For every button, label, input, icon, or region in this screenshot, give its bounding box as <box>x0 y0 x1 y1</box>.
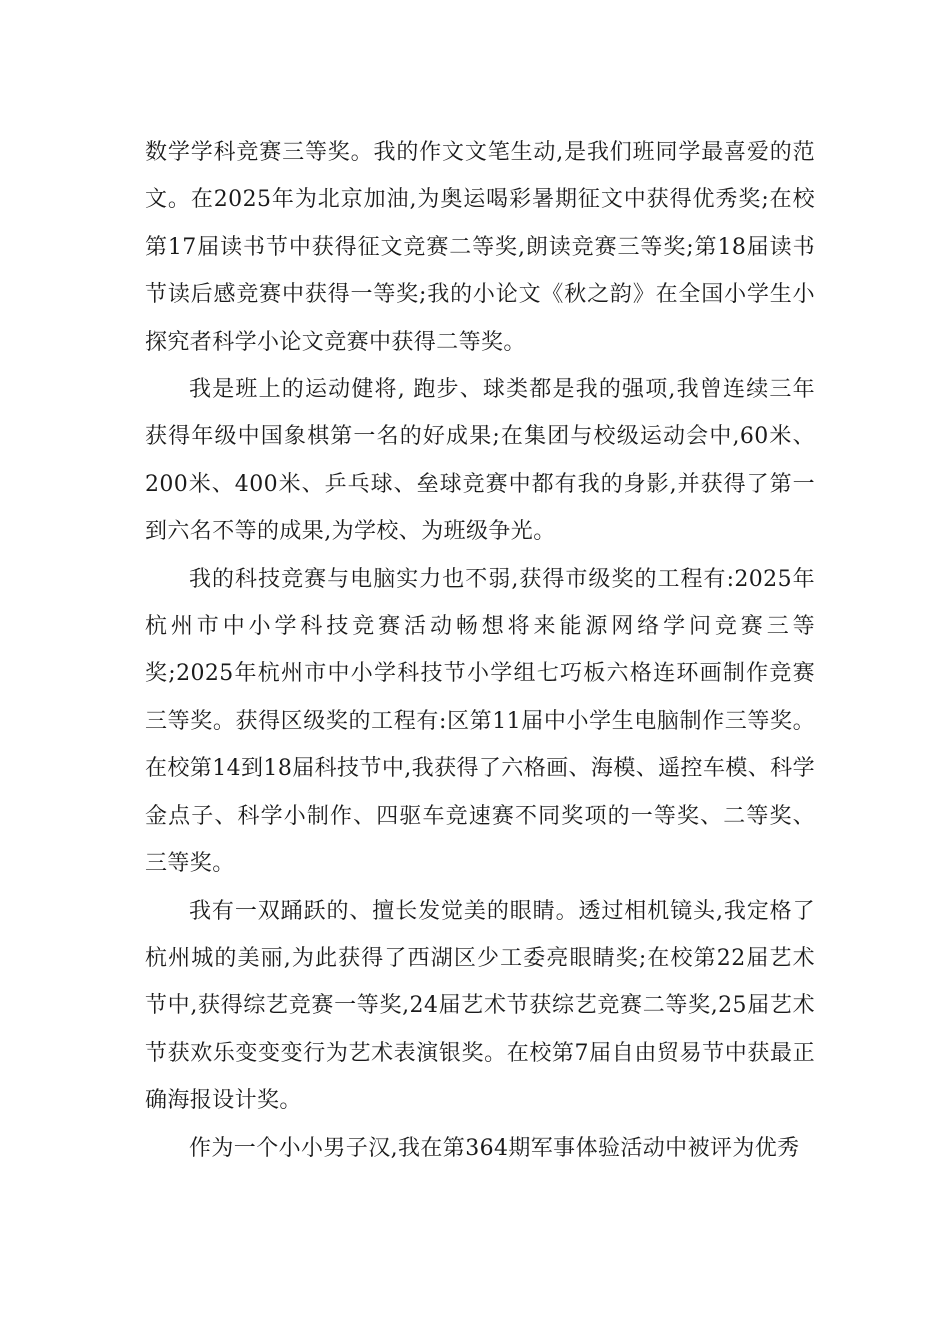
document-body <box>145 129 815 1172</box>
paragraph-military: 作为一个小小男子汉,我在第364期军事体验活动中被评为优秀 <box>189 1135 800 1161</box>
paragraph-continuation: 数学学科竞赛三等奖。我的作文文笔生动,是我们班同学最喜爱的范文。在2025年为北京加油,为奥运喝彩暑期征文中获得优秀奖;在校第17届读书节中获得征文竞赛二等奖,朗读竞赛三等奖;第18届读书节读后感竞赛中获得一等奖;我的小论文《秋之韵》在全国小学生小探究者科学小论文竞赛中获得二等奖。 <box>145 140 815 355</box>
paragraph-technology: 我的科技竞赛与电脑实力也不弱,获得市级奖的工程有:2025年杭州市中小学科技竞赛活动畅想将来能源网络学问竞赛三等奖;2025年杭州市中小学科技节小学组七巧板六格连环画制作竞赛三等奖。获得区级奖的工程有:区第11届中小学生电脑制作三等奖。在校第14到18届科技节中,我获得了六格画、海模、遥控车模、科学金点子、科学小制作、四驱车竞速赛不同奖项的一等奖、二等奖、三等奖。 <box>145 566 815 877</box>
paragraph-sports: 我是班上的运动健将, 跑步、球类都是我的强项,我曾连续三年获得年级中国象棋第一名的好成果;在集团与校级运动会中,60米、200米、400米、乒乓球、垒球竞赛中都有我的身影,并获得了第一到六名不等的成果,为学校、为班级争光。 <box>145 377 815 545</box>
paragraph-art: 我有一双踊跃的、擅长发觉美的眼睛。透过相机镜头,我定格了杭州城的美丽,为此获得了西湖区少工委亮眼睛奖;在校第22届艺术节中,获得综艺竞赛一等奖,24届艺术节获综艺竞赛二等奖,25届艺术节获欢乐变变变行为艺术表演银奖。在校第7届自由贸易节中获最正确海报设计奖。 <box>145 898 815 1114</box>
